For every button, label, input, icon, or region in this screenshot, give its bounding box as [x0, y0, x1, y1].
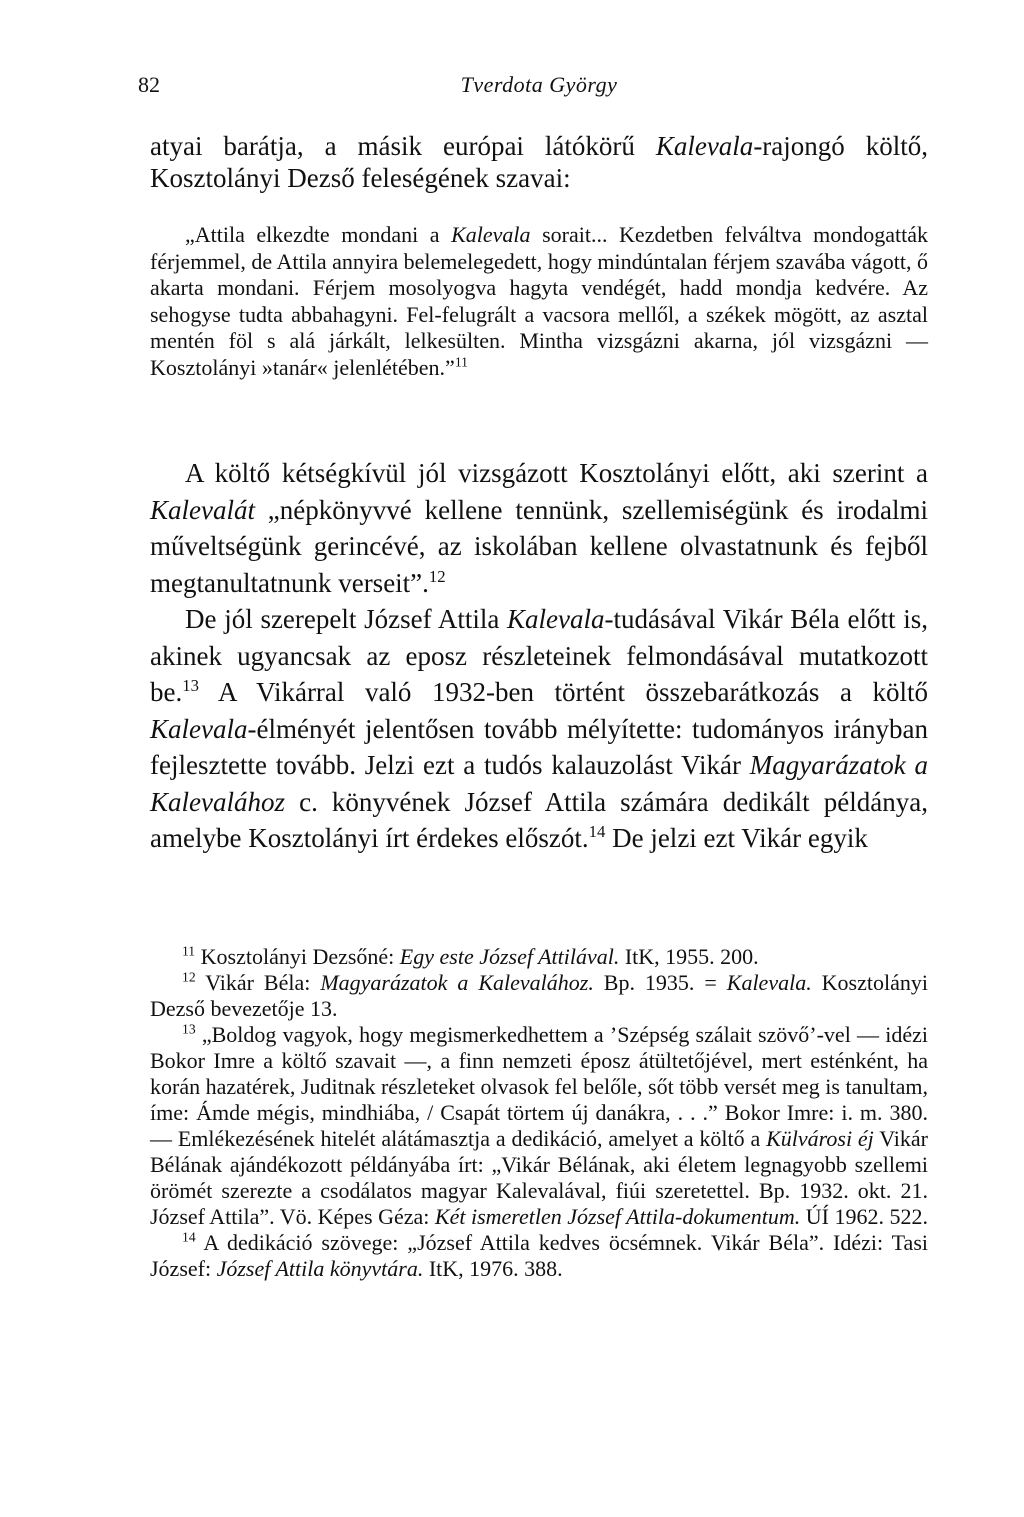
body-text [150, 455, 928, 857]
running-head [138, 72, 928, 106]
intro-paragraph: atyai barátja, a másik európai látókörű Kalevala-rajongó költő, Kosztolányi Dezső feleségének szavai: [150, 131, 928, 193]
footnote-13: $^{13}$ „Boldog vagyok, hogy megismerkedhettem a ’Szépség szálait szövő’-vel — idézi Bokor Imre a költő szavait —, a finn nemzeti éposz átültetőjével, mert esténként, ha korán hazatérek, Juditnak részleteket olvasok fel belőle, sőt több versét meg is tanultam, íme: Ámde mégis, mindhiába, / Csapát törtem új danákra, . . .” Bokor Imre: i. m. 380. — Emlékezésének hitelét alátámasztja a dedikáció, amelyet a költő a Külvárosi éj Vikár Bélának ajándékozott példányába írt: „Vikár Bélának, aki életem legnagyobb szellemi örömét szerezte a csodálatos magyar Kalevalával, fiúi szeretettel. Bp. 1932. okt. 21. József Attila”. Vö. Képes Géza: Két ismeretlen József Attila-dokumentum. ÚÍ 1962. 522. [150, 1021, 929, 1229]
footnotes [150, 944, 928, 1282]
body-paragraph: A költő kétségkívül jól vizsgázott Kosztolányi előtt, aki szerint a Kalevalát „népkönyvvé kellene tennünk, szellemiségünk és irodalmi műveltségünk gerincévé, az iskolában kellene olvastatnunk és fejből megtanultatnunk verseit”.$^{12}$ [150, 458, 928, 598]
footnote-ref-11: 11 [454, 354, 468, 370]
running-title: Tverdota György [460, 72, 618, 97]
page-number: 82 [138, 72, 160, 97]
footnote-ref-13: 13 [182, 676, 199, 695]
footnote-14: $^{14}$ A dedikáció szövege: „József Attila kedves öcsémnek. Vikár Béla”. Idézi: Tasi József: József Attila könyvtára. ItK, 1976. 388. [150, 1229, 928, 1281]
footnote-ref-12: 12 [428, 566, 446, 586]
footnote-ref-14: 14 [588, 822, 606, 841]
footnote-12: $^{12}$ Vikár Béla: Magyarázatok a Kalevalához. Bp. 1935. = Kalevala. Kosztolányi Dezső bevezetője 13. [150, 969, 928, 1021]
block-quote: „Attila elkezdte mondani a Kalevala sorait... Kezdetben felváltva mondogatták férjemmel, de Attila annyira belemelegedett, hogy mindúntalan férjem szavába vágott, ő akarta mondani. Férjem mosolyogva hagyta vendégét, hadd mondja kedvére. Az sehogyse tudta abbahagyni. Fel-felugrált a vacsora mellől, a székek mögött, az asztal mentén föl s alá járkált, lelkesülten. Mintha vizsgázni akarna, jól vizsgázni — Kosztolányi »tanár« jelenlétében.”$^{11}$ [150, 222, 929, 380]
body-paragraph: De jól szerepelt József Attila Kalevala-tudásával Vikár Béla előtt is, akinek ugyancsak az eposz részleteinek felmondásával mutatkozott be.$^{13}$ A Vikárral való 1932-ben történt összebarátkozás a költő Kalevala-élményét jelentősen tovább mélyítette: tudományos irányban fejlesztette tovább. Jelzi ezt a tudós kalauzolást Vikár Magyarázatok a Kalevalához c. könyvének József Attila számára dedikált példánya, amelybe Kosztolányi írt érdekes előszót.$^{14}$ De jelzi ezt Vikár egyik [150, 604, 928, 853]
footnote-11: $^{11}$ Kosztolányi Dezsőné: Egy este József Attilával. ItK, 1955. 200. [182, 943, 759, 969]
